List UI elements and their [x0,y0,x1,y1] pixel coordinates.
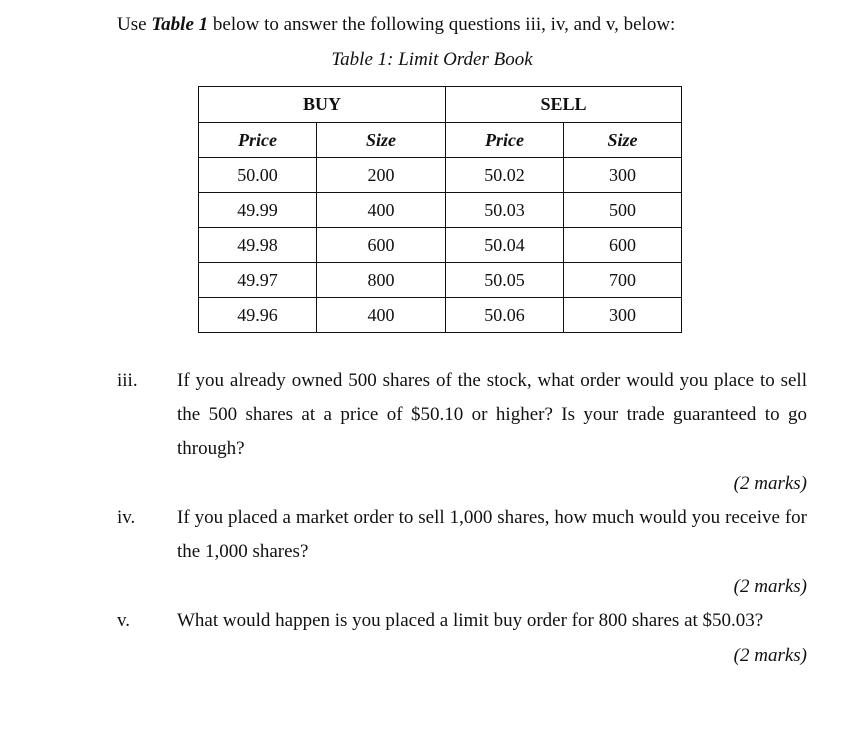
question-iv-number: iv. [117,507,136,528]
table-row [199,158,682,193]
sell-size-cell: 300 [564,298,682,333]
buy-size-cell: 600 [317,228,446,263]
intro-sentence [117,12,675,38]
column-header-buy-size: Size [317,123,446,158]
table-row [199,228,682,263]
buy-size-cell: 400 [317,193,446,228]
intro-suffix: below to answer the following questions iii, iv, and v, below: [208,14,676,35]
sell-size-cell: 700 [564,263,682,298]
table-reference: Table 1 [151,14,209,35]
sell-price-cell: 50.03 [446,193,564,228]
column-header-sell-size: Size [564,123,682,158]
group-header-row [199,87,682,123]
question-iv-marks: (2 marks) [733,576,807,597]
buy-price-cell: 49.98 [199,228,317,263]
sell-price-cell: 50.06 [446,298,564,333]
column-header-buy-price: Price [199,123,317,158]
table-row [199,298,682,333]
column-header-row [199,123,682,158]
question-iii-number: iii. [117,370,138,391]
buy-price-cell: 49.99 [199,193,317,228]
question-v-number: v. [117,610,131,631]
sell-size-cell: 500 [564,193,682,228]
sell-size-cell: 300 [564,158,682,193]
buy-price-cell: 50.00 [199,158,317,193]
table-row [199,263,682,298]
sell-price-cell: 50.04 [446,228,564,263]
intro-prefix: Use [117,14,152,35]
group-header-sell: SELL [446,87,682,123]
sell-size-cell: 600 [564,228,682,263]
group-header-buy: BUY [199,87,446,123]
buy-price-cell: 49.96 [199,298,317,333]
table-row [199,193,682,228]
sell-price-cell: 50.05 [446,263,564,298]
buy-size-cell: 200 [317,158,446,193]
buy-size-cell: 400 [317,298,446,333]
limit-order-book-table [198,86,682,333]
buy-size-cell: 800 [317,263,446,298]
column-header-sell-price: Price [446,123,564,158]
question-iii-text: If you already owned 500 shares of the stock, what order would you place to sell the 500 shares at a price of $50.10 or higher? Is your trade guaranteed to go through? [177,370,807,459]
question-v-text: What would happen is you placed a limit buy order for 800 shares at $50.03? [177,610,764,631]
table-caption: Table 1: Limit Order Book [331,49,533,70]
question-iv-text: If you placed a market order to sell 1,000 shares, how much would you receive for the 1,000 shares? [177,507,807,562]
question-iii-marks: (2 marks) [733,473,807,494]
buy-price-cell: 49.97 [199,263,317,298]
sell-price-cell: 50.02 [446,158,564,193]
question-v-marks: (2 marks) [733,645,807,666]
